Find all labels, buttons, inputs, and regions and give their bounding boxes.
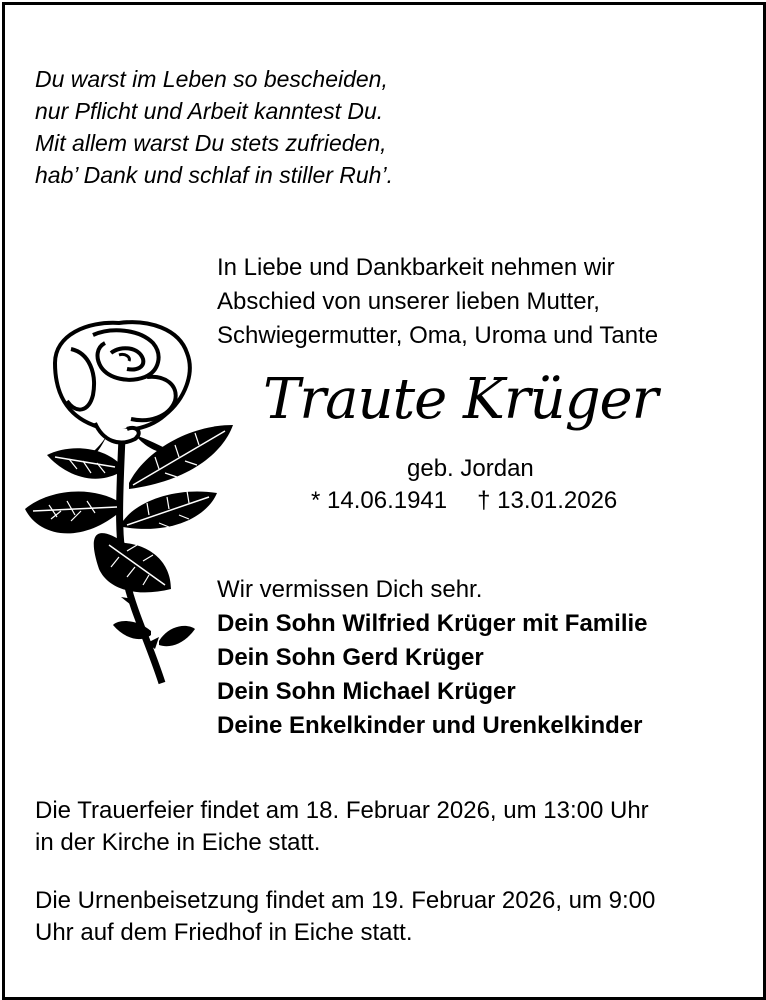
poem-line: hab’ Dank und schlaf in stiller Ruh’.: [35, 162, 393, 188]
farewell-line: Wir vermissen Dich sehr.: [217, 576, 483, 603]
ceremony-line: in der Kirche in Eiche statt.: [35, 829, 321, 856]
obituary-frame: [2, 2, 766, 1000]
ceremony-notice: [35, 795, 649, 859]
family-member: Dein Sohn Michael Krüger: [217, 678, 516, 705]
deceased-name: Traute Krüger: [263, 367, 658, 432]
family-member: Dein Sohn Gerd Krüger: [217, 644, 484, 671]
poem-line: Du warst im Leben so bescheiden,: [35, 66, 388, 92]
intro-line: Schwiegermutter, Oma, Uroma und Tante: [217, 322, 659, 349]
life-dates: [311, 487, 617, 515]
burial-notice: [35, 885, 655, 949]
ceremony-line: Die Trauerfeier findet am 18. Februar 2026, um 13:00 Uhr: [35, 797, 649, 824]
family-list: [217, 607, 648, 743]
burial-line: Die Urnenbeisetzung findet am 19. Februar 2026, um 9:00: [35, 887, 656, 914]
rose-icon: [19, 313, 239, 688]
intro-text: [217, 251, 658, 353]
family-member: Dein Sohn Wilfried Krüger mit Familie: [217, 610, 648, 637]
poem-line: nur Pflicht und Arbeit kanntest Du.: [35, 98, 384, 124]
burial-line: Uhr auf dem Friedhof in Eiche statt.: [35, 919, 413, 946]
poem-line: Mit allem warst Du stets zufrieden,: [35, 130, 387, 156]
intro-line: In Liebe und Dankbarkeit nehmen wir: [217, 254, 615, 281]
poem: [35, 63, 393, 191]
birth-name: geb. Jordan: [407, 455, 534, 482]
death-date: † 13.01.2026: [477, 487, 618, 514]
family-member: Deine Enkelkinder und Urenkelkinder: [217, 712, 643, 739]
birth-date: * 14.06.1941: [311, 487, 448, 514]
intro-line: Abschied von unserer lieben Mutter,: [217, 288, 600, 315]
